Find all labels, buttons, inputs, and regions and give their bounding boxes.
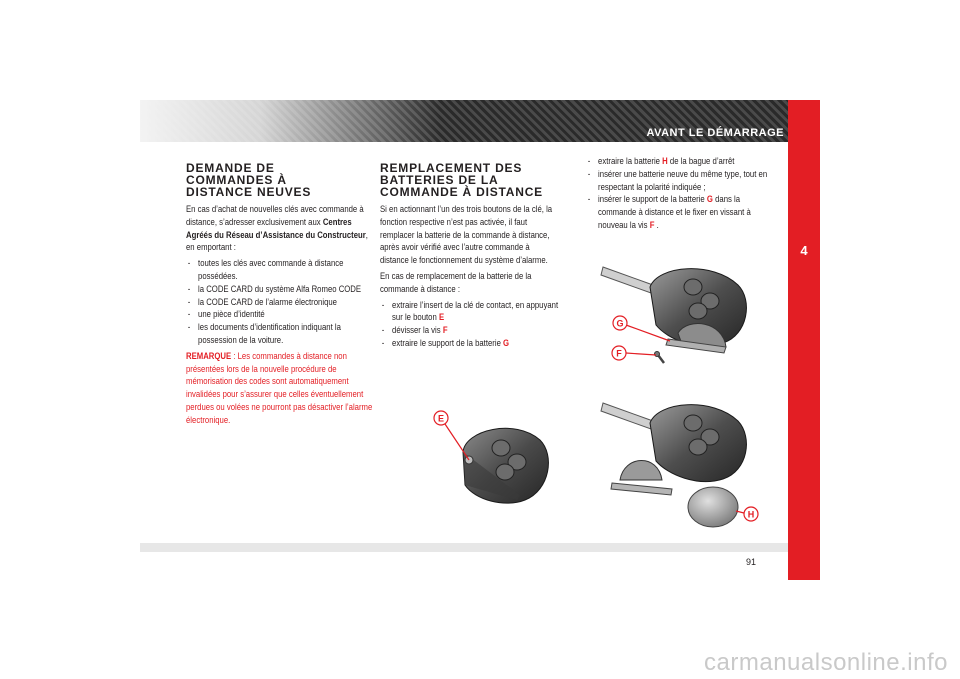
footer-bar (140, 543, 788, 552)
key-blade (601, 267, 653, 293)
fob-button (496, 464, 514, 480)
paragraph: En cas de remplacement de la batterie de la commande à distance : (380, 270, 532, 294)
callout-label: H (747, 509, 755, 520)
callout-line (626, 353, 656, 355)
key-fob-figure-h (598, 395, 766, 530)
key-blade (601, 403, 653, 429)
note-paragraph: REMARQUE : Les commandes à distance non présentées lors de la nouvelle procédure de mémorisation des codes sont automatiquement invalidées pour s’assurer que celles éventuellement perdues ou volées ne pourront pas désactiver l’alarme électronique. (186, 350, 373, 425)
section-battery-replacement (380, 162, 560, 353)
callout-label: G (616, 318, 624, 329)
battery-coin (688, 487, 738, 527)
list-item: - insérer une batterie neuve du même type, tout en respectant la polarité indiquée ; (586, 168, 768, 194)
list-item: - les documents d’identification indiquant la possession de la voiture. (186, 321, 376, 347)
chapter-number: 4 (800, 243, 808, 258)
page-number: 91 (746, 557, 757, 567)
section-body (586, 155, 768, 232)
callout-label: F (616, 348, 622, 359)
watermark: carmanualsonline.info (704, 649, 948, 676)
screw-head (655, 352, 660, 357)
list-item: - extraire la batterie H de la bague d’arrêt (586, 155, 768, 168)
list-item: - toutes les clés avec commande à distance possédées. (186, 257, 376, 283)
fob-button (492, 440, 510, 456)
section-header-title: AVANT LE DÉMARRAGE (646, 127, 784, 139)
callout-label: E (437, 413, 445, 424)
steps-list (586, 155, 768, 232)
paragraph: Si en actionnant l’un des trois boutons de la clé, la fonction respective n’est pas activée, il faut remplacer la batterie de la commande à distance, après avoir vérifié avec l’autre commande à distance le fonctionnement du système d’alarme. (380, 204, 553, 266)
section-heading: DEMANDE DE COMMANDES À DISTANCE NEUVES (186, 161, 312, 199)
section-battery-steps (586, 155, 768, 235)
fob-button (684, 415, 702, 431)
fob-button (689, 439, 707, 455)
list-item: - insérer le support de la batterie G dans la commande à distance et le fixer en vissant à nouveau la vis F . (586, 193, 768, 231)
fob-button (684, 279, 702, 295)
intro-paragraph: En cas d’achat de nouvelles clés avec commande à distance, s’adresser exclusivement aux Centres Agréés du Réseau d’Assistance du Constructeur, en emportant : (186, 204, 368, 253)
list-item: - dévisser la vis F (380, 324, 560, 337)
list-item: - une pièce d’identité (186, 308, 376, 321)
requirements-list (186, 257, 376, 347)
callout-line (445, 424, 469, 460)
section-new-remotes (186, 162, 376, 430)
section-body (186, 203, 376, 427)
header-gradient (140, 100, 440, 142)
battery-support (620, 460, 662, 480)
key-fob-figure-e (425, 400, 565, 510)
chapter-tab[interactable] (788, 100, 820, 580)
key-fob-figure-fg (598, 255, 763, 385)
steps-list (380, 299, 560, 350)
list-item: - la CODE CARD de l’alarme électronique (186, 296, 376, 309)
list-item: - extraire l’insert de la clé de contact, en appuyant sur le bouton E (380, 299, 560, 325)
list-item: - extraire le support de la batterie G (380, 337, 560, 350)
section-body (380, 203, 560, 350)
fob-button (689, 303, 707, 319)
battery-support-tray (611, 483, 672, 495)
list-item: - la CODE CARD du système Alfa Romeo CODE (186, 283, 376, 296)
section-heading: REMPLACEMENT DES BATTERIES DE LA COMMANDE À DISTANCE (380, 161, 543, 199)
